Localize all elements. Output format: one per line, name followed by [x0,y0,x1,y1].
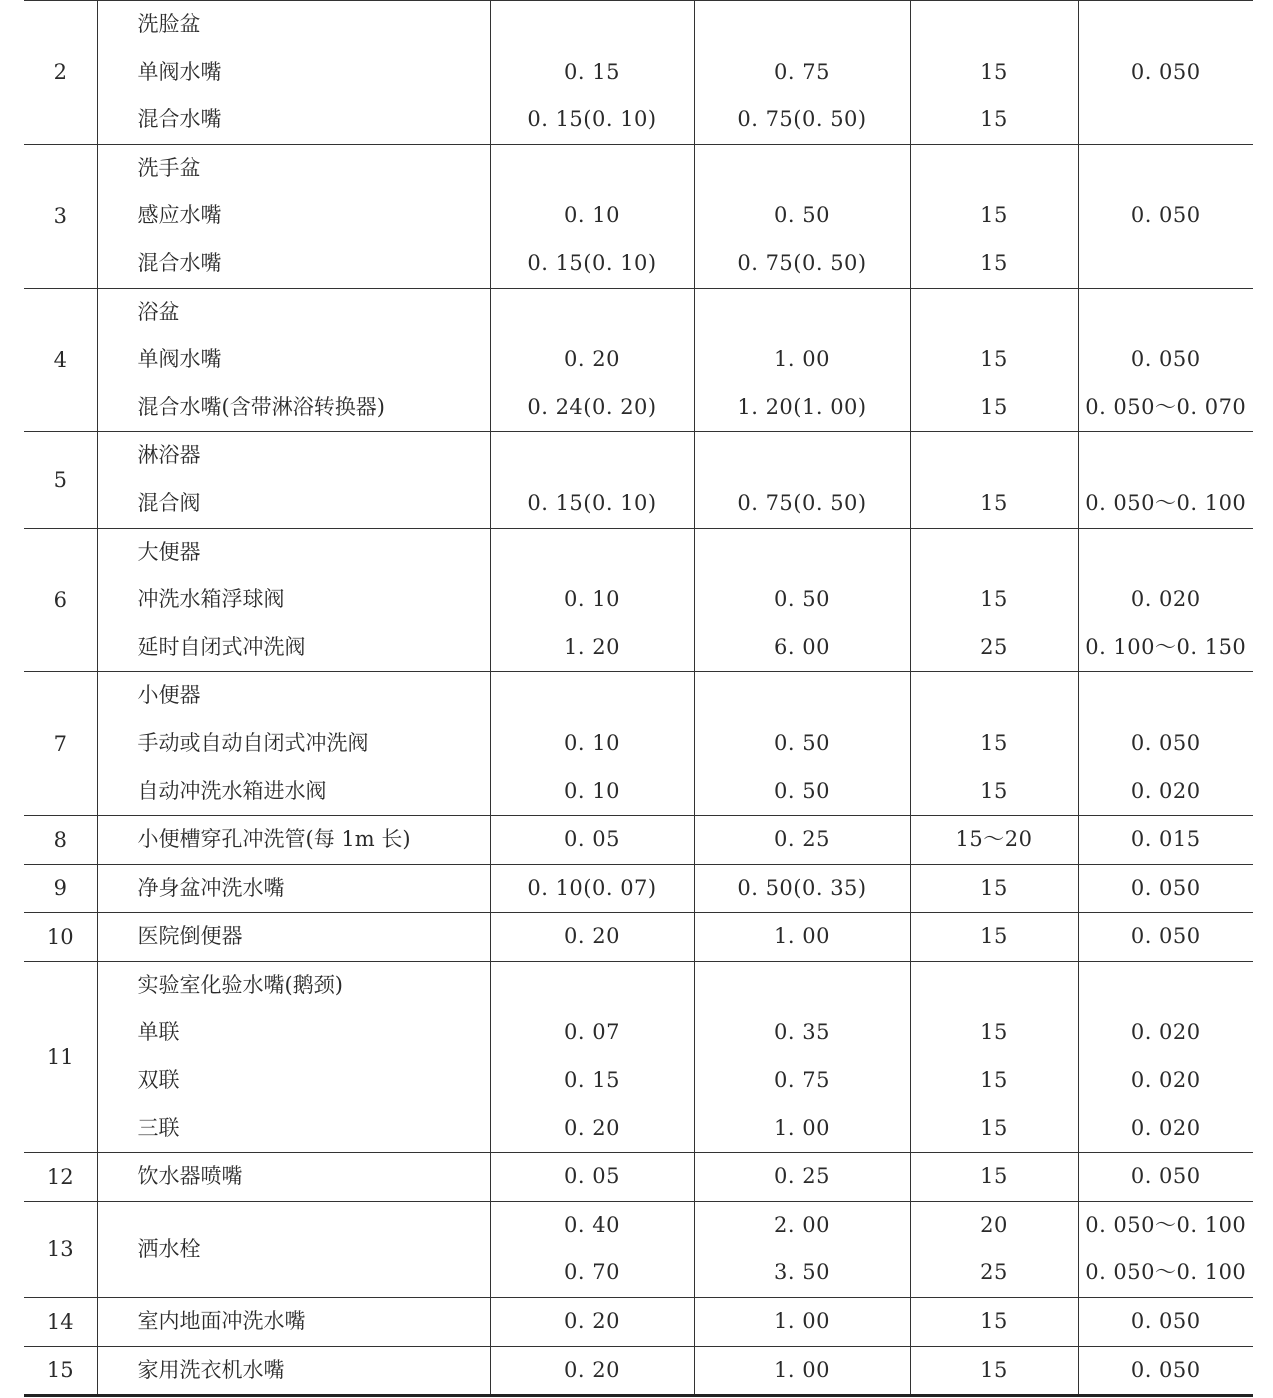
cell-line: 0. 10(0. 07) [527,875,657,900]
value-cell-v3 [910,961,1078,1152]
cell-line [911,962,1078,1010]
cell-line [491,1,694,49]
cell-line: 1. 00 [774,347,830,372]
value-cell-v1 [490,672,694,816]
table-body [24,1,1253,1396]
value-cell-v4 [1078,672,1253,816]
cell-line: 0. 100～0. 150 [1085,634,1247,659]
cell-line: 25 [980,1260,1008,1285]
cell-line [1079,289,1254,337]
row-number-cell [24,144,97,288]
cell-line: 0. 24(0. 20) [527,394,657,419]
cell-line: 单联 [137,1020,180,1045]
table-row [24,144,1253,288]
value-cell-v3 [910,288,1078,432]
fixture-name-cell [97,1346,490,1396]
cell-line: 15 [980,924,1008,949]
cell-line: 混合阀 [137,490,201,515]
cell-line: 淋浴器 [137,443,201,468]
value-cell-v1 [490,1153,694,1202]
row-number: 12 [46,1165,74,1190]
cell-line: 手动或自动自闭式冲洗阀 [137,730,369,755]
fixture-name-cell [97,864,490,913]
cell-line: 1. 00 [774,1309,830,1334]
value-cell-v1 [490,816,694,865]
row-number-cell [24,1,97,145]
row-number: 3 [53,204,67,229]
cell-line: 0. 10 [564,778,620,803]
cell-line [911,289,1078,337]
cell-line: 自动冲洗水箱进水阀 [137,778,327,803]
row-number-cell [24,672,97,816]
fixture-name-cell [97,913,490,962]
cell-line: 三联 [137,1115,180,1140]
cell-line: 15 [980,1164,1008,1189]
cell-line [491,145,694,193]
value-cell-v1 [490,1,694,145]
fixture-flow-table-page [24,0,1253,1397]
cell-line: 15 [980,347,1008,372]
value-cell-v2 [694,1201,910,1297]
value-cell-v4 [1078,432,1253,528]
cell-line: 0. 20 [564,1357,620,1382]
cell-line [1079,432,1254,480]
cell-line: 0. 10 [564,587,620,612]
cell-line: 0. 020 [1130,1068,1201,1093]
cell-line: 单阀水嘴 [137,347,222,372]
table-row [24,672,1253,816]
cell-line [911,1,1078,49]
cell-line [491,432,694,480]
row-number: 14 [46,1309,74,1334]
cell-line: 混合水嘴 [137,250,222,275]
merged-value: 0. 050 [1130,203,1201,228]
cell-line: 0. 50 [774,203,830,228]
row-number-cell [24,528,97,672]
cell-line: 感应水嘴 [137,203,222,228]
fixture-name-cell [97,432,490,528]
cell-line: 0. 050～0. 100 [1085,1212,1247,1237]
fixture-name-cell [97,672,490,816]
cell-line: 实验室化验水嘴(鹅颈) [137,972,343,997]
value-cell-v2 [694,432,910,528]
cell-line: 15 [980,203,1008,228]
cell-line [1079,529,1254,577]
cell-line: 1. 20(1. 00) [737,394,867,419]
cell-line: 15 [980,1309,1008,1334]
cell-line: 15 [980,490,1008,515]
fixture-name-cell [97,816,490,865]
cell-line: 洗手盆 [137,155,201,180]
value-cell-v4 [1078,1153,1253,1202]
cell-line: 0. 20 [564,924,620,949]
fixture-name-cell [97,1201,490,1297]
cell-line: 浴盆 [137,299,180,324]
cell-line [491,962,694,1010]
cell-line: 0. 050 [1130,1309,1201,1334]
row-number: 4 [53,347,67,372]
cell-line: 0. 050 [1130,1357,1201,1382]
cell-line [491,672,694,720]
value-cell-v4 [1078,816,1253,865]
cell-line: 0. 50 [774,587,830,612]
value-cell-v2 [694,816,910,865]
cell-line: 混合水嘴 [137,107,222,132]
cell-line: 2. 00 [774,1212,830,1237]
cell-line: 0. 75 [774,59,830,84]
cell-line [695,672,910,720]
table-row [24,816,1253,865]
cell-line: 0. 15(0. 10) [527,490,657,515]
cell-line [1079,962,1254,1010]
value-cell-v4 [1078,864,1253,913]
cell-line: 0. 050～0. 070 [1085,394,1247,419]
value-cell-v1 [490,1201,694,1297]
cell-line: 6. 00 [774,634,830,659]
cell-line: 0. 15(0. 10) [527,107,657,132]
row-number-cell [24,1298,97,1347]
cell-line: 小便槽穿孔冲洗管(每 1m 长) [137,827,411,852]
cell-line [695,529,910,577]
merged-value: 0. 050 [1130,59,1201,84]
row-number: 13 [46,1237,74,1262]
table-row [24,1346,1253,1396]
cell-line [695,145,910,193]
fixture-name-cell [97,1153,490,1202]
value-cell-v1 [490,913,694,962]
table-row [24,432,1253,528]
cell-line [491,529,694,577]
cell-line: 0. 05 [564,1164,620,1189]
cell-line: 15～20 [955,827,1033,852]
value-cell-v4 [1078,144,1253,288]
table-row [24,1298,1253,1347]
cell-line: 20 [980,1212,1008,1237]
cell-line: 家用洗衣机水嘴 [137,1357,285,1382]
cell-line: 15 [980,875,1008,900]
cell-line: 0. 15 [564,1068,620,1093]
row-number: 10 [46,925,74,950]
row-number: 2 [53,60,67,85]
value-cell-v3 [910,672,1078,816]
fixture-name-cell [97,1,490,145]
cell-line [911,432,1078,480]
cell-line [695,289,910,337]
cell-line: 0. 050～0. 100 [1085,1260,1247,1285]
row-number: 15 [46,1358,74,1383]
cell-line: 洗脸盆 [137,12,201,36]
value-cell-v2 [694,1153,910,1202]
cell-line: 1. 00 [774,924,830,949]
cell-line: 0. 25 [774,827,830,852]
cell-line: 双联 [137,1068,180,1093]
row-number: 9 [53,876,67,901]
table-row [24,864,1253,913]
cell-line: 15 [980,107,1008,132]
value-cell-v2 [694,288,910,432]
cell-line: 0. 35 [774,1020,830,1045]
cell-line: 3. 50 [774,1260,830,1285]
cell-line: 单阀水嘴 [137,59,222,84]
cell-line: 大便器 [137,539,201,564]
cell-line: 0. 25 [774,1164,830,1189]
value-cell-v3 [910,864,1078,913]
cell-line: 0. 75(0. 50) [737,250,867,275]
cell-line: 0. 020 [1130,1020,1201,1045]
cell-line: 0. 50 [774,730,830,755]
cell-line: 饮水器喷嘴 [137,1164,243,1189]
cell-line: 医院倒便器 [137,924,243,949]
cell-line: 1. 00 [774,1115,830,1140]
fixture-flow-table [24,0,1253,1397]
cell-line: 15 [980,250,1008,275]
value-cell-v3 [910,1,1078,145]
row-number-cell [24,1153,97,1202]
cell-line: 15 [980,1020,1008,1045]
cell-line: 0. 50 [774,778,830,803]
cell-line: 15 [980,59,1008,84]
value-cell-v4 [1078,288,1253,432]
fixture-name: 洒水栓 [137,1236,201,1261]
cell-line [911,529,1078,577]
cell-line: 0. 07 [564,1020,620,1045]
cell-line: 0. 75 [774,1068,830,1093]
value-cell-v4 [1078,528,1253,672]
cell-line: 0. 015 [1130,827,1201,852]
cell-line: 15 [980,1357,1008,1382]
cell-line [695,1,910,49]
cell-line: 0. 10 [564,203,620,228]
row-number: 5 [53,467,67,492]
fixture-name-cell [97,961,490,1152]
cell-line [911,672,1078,720]
cell-line: 15 [980,730,1008,755]
cell-line: 混合水嘴(含带淋浴转换器) [137,394,385,419]
cell-line: 0. 05 [564,827,620,852]
value-cell-v3 [910,1298,1078,1347]
table-row [24,1,1253,145]
value-cell-v2 [694,913,910,962]
row-number: 6 [53,587,67,612]
value-cell-v1 [490,288,694,432]
table-row [24,528,1253,672]
value-cell-v2 [694,528,910,672]
value-cell-v4 [1078,1201,1253,1297]
cell-line: 0. 75(0. 50) [737,490,867,515]
cell-line: 净身盆冲洗水嘴 [137,875,285,900]
row-number-cell [24,1201,97,1297]
cell-line: 小便器 [137,683,201,708]
table-row [24,1201,1253,1297]
fixture-name-cell [97,1298,490,1347]
cell-line: 15 [980,778,1008,803]
cell-line: 0. 050 [1130,730,1201,755]
value-cell-v3 [910,913,1078,962]
cell-line: 0. 050 [1130,347,1201,372]
value-cell-v3 [910,1346,1078,1396]
value-cell-v3 [910,144,1078,288]
cell-line: 0. 10 [564,730,620,755]
value-cell-v2 [694,1346,910,1396]
cell-line: 0. 50(0. 35) [737,875,867,900]
value-cell-v3 [910,1153,1078,1202]
cell-line: 15 [980,394,1008,419]
value-cell-v1 [490,864,694,913]
table-row [24,1153,1253,1202]
row-number-cell [24,961,97,1152]
cell-line: 0. 20 [564,347,620,372]
row-number: 11 [46,1045,74,1070]
cell-line: 室内地面冲洗水嘴 [137,1309,306,1334]
value-cell-v4 [1078,913,1253,962]
value-cell-v3 [910,528,1078,672]
cell-line: 0. 15(0. 10) [527,250,657,275]
cell-line: 0. 050～0. 100 [1085,490,1247,515]
value-cell-v3 [910,432,1078,528]
table-row [24,961,1253,1152]
cell-line: 冲洗水箱浮球阀 [137,587,285,612]
cell-line: 1. 00 [774,1357,830,1382]
value-cell-v2 [694,144,910,288]
cell-line: 0. 020 [1130,778,1201,803]
fixture-name-cell [97,288,490,432]
fixture-name-cell [97,528,490,672]
cell-line [695,962,910,1010]
value-cell-v4 [1078,1298,1253,1347]
value-cell-v3 [910,816,1078,865]
row-number-cell [24,1346,97,1396]
value-cell-v2 [694,1298,910,1347]
cell-line [1079,672,1254,720]
value-cell-v2 [694,961,910,1152]
cell-line: 15 [980,1068,1008,1093]
cell-line: 0. 20 [564,1309,620,1334]
value-cell-v4 [1078,1346,1253,1396]
value-cell-v4 [1078,961,1253,1152]
fixture-name-cell [97,144,490,288]
value-cell-v1 [490,528,694,672]
cell-line: 15 [980,1115,1008,1140]
row-number-cell [24,864,97,913]
row-number: 8 [53,827,67,852]
cell-line: 0. 20 [564,1115,620,1140]
cell-line: 25 [980,634,1008,659]
table-row [24,913,1253,962]
cell-line: 0. 40 [564,1212,620,1237]
cell-line: 0. 050 [1130,924,1201,949]
value-cell-v3 [910,1201,1078,1297]
cell-line [491,289,694,337]
cell-line: 0. 020 [1130,1115,1201,1140]
cell-line: 1. 20 [564,634,620,659]
value-cell-v1 [490,144,694,288]
value-cell-v4 [1078,1,1253,145]
value-cell-v2 [694,1,910,145]
value-cell-v1 [490,1298,694,1347]
value-cell-v2 [694,672,910,816]
cell-line: 0. 70 [564,1260,620,1285]
row-number-cell [24,432,97,528]
row-number-cell [24,816,97,865]
table-row [24,288,1253,432]
value-cell-v1 [490,432,694,528]
cell-line: 0. 15 [564,59,620,84]
row-number-cell [24,288,97,432]
value-cell-v2 [694,864,910,913]
value-cell-v1 [490,961,694,1152]
value-cell-v1 [490,1346,694,1396]
row-number: 7 [53,731,67,756]
cell-line: 0. 050 [1130,1164,1201,1189]
cell-line: 0. 050 [1130,875,1201,900]
row-number-cell [24,913,97,962]
cell-line: 延时自闭式冲洗阀 [137,634,306,659]
cell-line [911,145,1078,193]
cell-line: 0. 75(0. 50) [737,107,867,132]
cell-line: 0. 020 [1130,587,1201,612]
cell-line: 15 [980,587,1008,612]
cell-line [695,432,910,480]
